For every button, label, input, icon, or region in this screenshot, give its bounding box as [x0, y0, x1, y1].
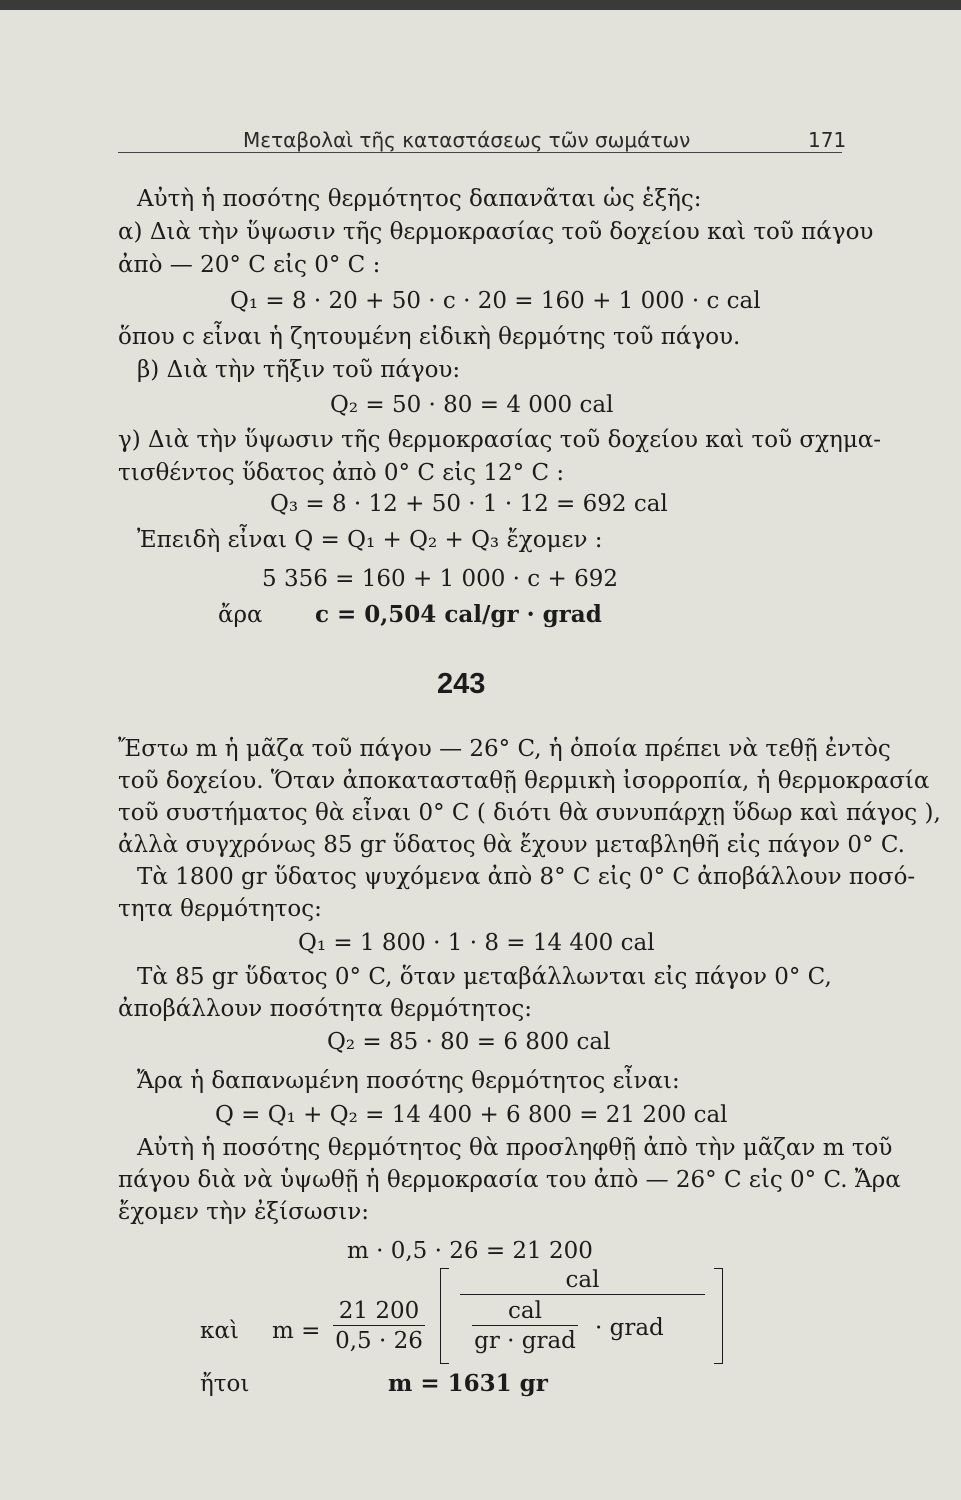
- hyphen-part: ποσό-: [848, 864, 916, 890]
- equation: m · 0,5 · 26 = 21 200: [347, 1238, 593, 1264]
- fraction-denominator: 0,5 · 26: [335, 1328, 423, 1354]
- kai-label: καὶ: [200, 1318, 239, 1344]
- text-line: Αὐτὴ ἡ ποσότης θερμότητος θὰ προσληφθῇ ἀπὸ τὴν μᾶζαν m τοῦ: [137, 1135, 893, 1161]
- text-line: πάγου διὰ νὰ ὑψωθῇ ἡ θερμοκρασία του ἀπὸ — 26° C εἰς 0° C. Ἄρα: [118, 1167, 901, 1193]
- text-line: Ἔστω m ἡ μᾶζα τοῦ πάγου — 26° C, ἡ ὁποία πρέπει νὰ τεθῇ ἐντὸς: [118, 736, 891, 762]
- hyphen-part: σχημα-: [799, 427, 882, 453]
- text-line: ἀποβάλλουν ποσότητα θερμότητος:: [118, 996, 532, 1022]
- equation: Q₂ = 85 · 80 = 6 800 cal: [327, 1029, 611, 1055]
- left-bracket: [440, 1268, 449, 1364]
- result-equation: c = 0,504 cal/gr · grad: [315, 601, 602, 628]
- text-line: τητα θερμότητος:: [118, 896, 322, 922]
- equation: Q₃ = 8 · 12 + 50 · 1 · 12 = 692 cal: [270, 491, 668, 517]
- scan-edge: [0, 0, 961, 10]
- itoi-label: ἤτοι: [200, 1371, 250, 1397]
- equation: Q₁ = 1 800 · 1 · 8 = 14 400 cal: [298, 930, 655, 956]
- text-line: τοῦ δοχείου. Ὅταν ἀποκατασταθῇ θερμικὴ ἰσορροπία, ἡ θερμοκρασία: [118, 768, 930, 794]
- equation: Q = Q₁ + Q₂ = 14 400 + 6 800 = 21 200 cal: [215, 1102, 728, 1128]
- text-line: ἄρα: [218, 602, 263, 628]
- text-line: ἀπὸ — 20° C εἰς 0° C :: [118, 252, 381, 278]
- unit-denominator: gr · grad: [474, 1328, 576, 1354]
- dot-grad: · grad: [595, 1315, 664, 1341]
- text-line: Αὐτὴ ἡ ποσότης θερμότητος δαπανᾶται ὡς ἑξῆς:: [137, 186, 702, 212]
- text-line: Ἄρα ἡ δαπανωμένη ποσότης θερμότητος εἶναι:: [137, 1068, 680, 1094]
- text-line: β) Διὰ τὴν τῆξιν τοῦ πάγου:: [137, 357, 461, 383]
- text-line: α) Διὰ τὴν ὕψωσιν τῆς θερμοκρασίας τοῦ δοχείου καὶ τοῦ πάγου: [118, 219, 874, 245]
- right-bracket: [714, 1268, 723, 1364]
- text-line: Ἐπειδὴ εἶναι Q = Q₁ + Q₂ + Q₃ ἔχομεν :: [137, 527, 603, 553]
- text-line: γ) Διὰ τὴν ὕψωσιν τῆς θερμοκρασίας τοῦ δοχείου καὶ τοῦ σχημα-: [118, 427, 882, 453]
- text-line: τισθέντος ὕδατος ἀπὸ 0° C εἰς 12° C :: [118, 460, 565, 486]
- unit-numerator: cal: [472, 1297, 578, 1326]
- m-equals: m =: [272, 1318, 321, 1344]
- text-line: Τὰ 85 gr ὕδατος 0° C, ὅταν μεταβάλλωνται εἰς πάγον 0° C,: [137, 964, 832, 990]
- text-line: ὅπου c εἶναι ἡ ζητουμένη εἰδικὴ θερμότης τοῦ πάγου.: [118, 324, 741, 350]
- text-line: ἔχομεν τὴν ἐξίσωσιν:: [118, 1199, 370, 1225]
- page-number: 171: [808, 128, 847, 152]
- header-rule: [118, 152, 842, 153]
- unit-top: cal: [460, 1266, 705, 1295]
- equation: Q₁ = 8 · 20 + 50 · c · 20 = 160 + 1 000 · c cal: [230, 288, 761, 314]
- text-line: Τὰ 1800 gr ὕδατος ψυχόμενα ἀπὸ 8° C εἰς 0° C ἀποβάλλουν ποσό-: [137, 864, 916, 890]
- fraction-numerator: 21 200: [333, 1297, 425, 1326]
- text-line: τοῦ συστήματος θὰ εἶναι 0° C ( διότι θὰ συνυπάρχῃ ὕδωρ καὶ πάγος ),: [118, 800, 941, 826]
- equation: Q₂ = 50 · 80 = 4 000 cal: [330, 392, 614, 418]
- final-result: m = 1631 gr: [388, 1370, 548, 1397]
- text-line: ἀλλὰ συγχρόνως 85 gr ὕδατος θὰ ἔχουν μεταβληθῆ εἰς πάγον 0° C.: [118, 832, 905, 858]
- equation: 5 356 = 160 + 1 000 · c + 692: [262, 566, 618, 592]
- section-number: 243: [437, 668, 486, 700]
- running-title: Μεταβολαὶ τῆς καταστάσεως τῶν σωμάτων: [243, 128, 691, 152]
